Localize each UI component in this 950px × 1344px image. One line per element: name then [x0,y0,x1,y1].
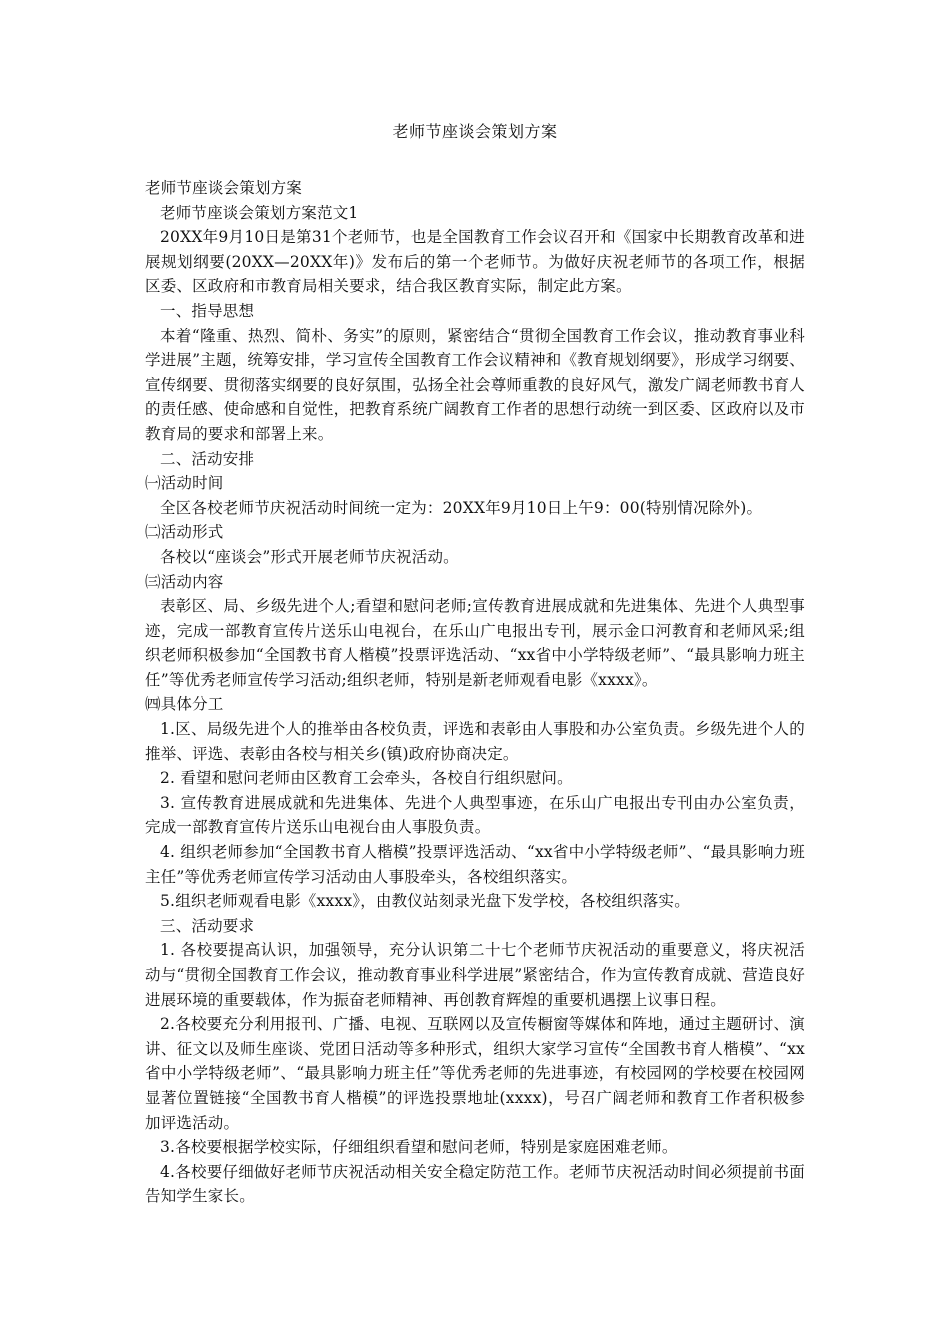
list-item: 3.各校要根据学校实际，仔细组织看望和慰问老师，特别是家庭困难老师。 [160,1138,678,1157]
section-heading: 一、指导思想 [160,301,255,320]
paragraph: 老师节座谈会策划方案范文1 [160,203,359,222]
list-item: 5.组织老师观看电影《xxxx》，由教仪站刻录光盘下发学校，各校组织落实。 [160,892,690,911]
paragraph: 各校以“座谈会”形式开展老师节庆祝活动。 [160,547,459,566]
subsection-heading: ㈠活动时间 [145,474,224,493]
document-title: 老师节座谈会策划方案 [392,122,558,141]
list-item: 1.区、局级先进个人的推举由各校负责，评选和表彰由人事股和办公室负责。乡级先进个人的推举、评选、表彰由各校与相关乡(镇)政府协商决定。 [145,720,805,763]
section-heading: 二、活动安排 [160,449,255,468]
paragraph: 全区各校老师节庆祝活动时间统一定为：20XX年9月10日上午9：00(特别情况除外)。 [160,498,763,517]
subsection-heading: ㈢活动内容 [145,572,224,591]
list-item: 3. 宣传教育进展成就和先进集体、先进个人典型事迹，在乐山广电报出专刊由办公室负责，完成一部教育宣传片送乐山电视台由人事股负责。 [145,793,805,837]
subsection-heading: ㈣具体分工 [145,695,224,714]
document-page [145,120,805,1209]
paragraph: 20XX年9月10日是第31个老师节，也是全国教育工作会议召开和《国家中长期教育改革和进展规划纲要(20XX—20XX年)》发布后的第一个老师节。为做好庆祝老师节的各项工作，根据区委、区政府和市教育局相关要求，结合我区教育实际，制定此方案。 [145,228,805,296]
section-heading: 三、活动要求 [160,916,255,935]
list-item: 4. 组织老师参加“全国教书育人楷模”投票评选活动、“xx省中小学特级老师”、“最具影响力班主任”等优秀老师宣传学习活动由人事股牵头，各校组织落实。 [145,843,805,886]
paragraph: 本着“隆重、热烈、简朴、务实”的原则，紧密结合“贯彻全国教育工作会议，推动教育事业科学进展”主题，统筹安排，学习宣传全国教育工作会议精神和《教育规划纲要》，形成学习纲要、宣传纲要、贯彻落实纲要的良好氛围，弘扬全社会尊师重教的良好风气，激发广阔老师教书育人的责任感、使命感和自觉性，把教育系统广阔教育工作者的思想行动统一到区委、区政府以及市教育局的要求和部署上来。 [145,326,805,443]
list-item: 1. 各校要提高认识，加强领导，充分认识第二十七个老师节庆祝活动的重要意义，将庆祝活动与“贯彻全国教育工作会议，推动教育事业科学进展”紧密结合，作为宣传教育成就、营造良好进展环境的重要载体，作为振奋老师精神、再创教育辉煌的重要机遇摆上议事日程。 [145,941,805,1009]
subtitle: 老师节座谈会策划方案 [145,179,303,197]
list-item: 2. 看望和慰问老师由区教育工会牵头，各校自行组织慰问。 [160,769,573,788]
subsection-heading: ㈡活动形式 [145,523,224,542]
list-item: 4.各校要仔细做好老师节庆祝活动相关安全稳定防范工作。老师节庆祝活动时间必须提前书面告知学生家长。 [145,1162,805,1206]
paragraph: 表彰区、局、乡级先进个人;看望和慰问老师;宣传教育进展成就和先进集体、先进个人典型事迹，完成一部教育宣传片送乐山电视台，在乐山广电报出专刊，展示金口河教育和老师风采;组织老师积极参加“全国教书育人楷模”投票评选活动、“xx省中小学特级老师”、“最具影响力班主任”等优秀老师宣传学习活动;组织老师，特别是新老师观看电影《xxxx》。 [145,597,805,689]
list-item: 2.各校要充分利用报刊、广播、电视、互联网以及宣传橱窗等媒体和阵地，通过主题研讨、演讲、征文以及师生座谈、党团日活动等多种形式，组织大家学习宣传“全国教书育人楷模”、“xx省中小学特级老师”、“最具影响力班主任”等优秀老师的先进事迹，有校园网的学校要在校园网显著位置链接“全国教书育人楷模”的评选投票地址(xxxx)，号召广阔老师和教育工作者积极参加评选活动。 [145,1015,805,1132]
